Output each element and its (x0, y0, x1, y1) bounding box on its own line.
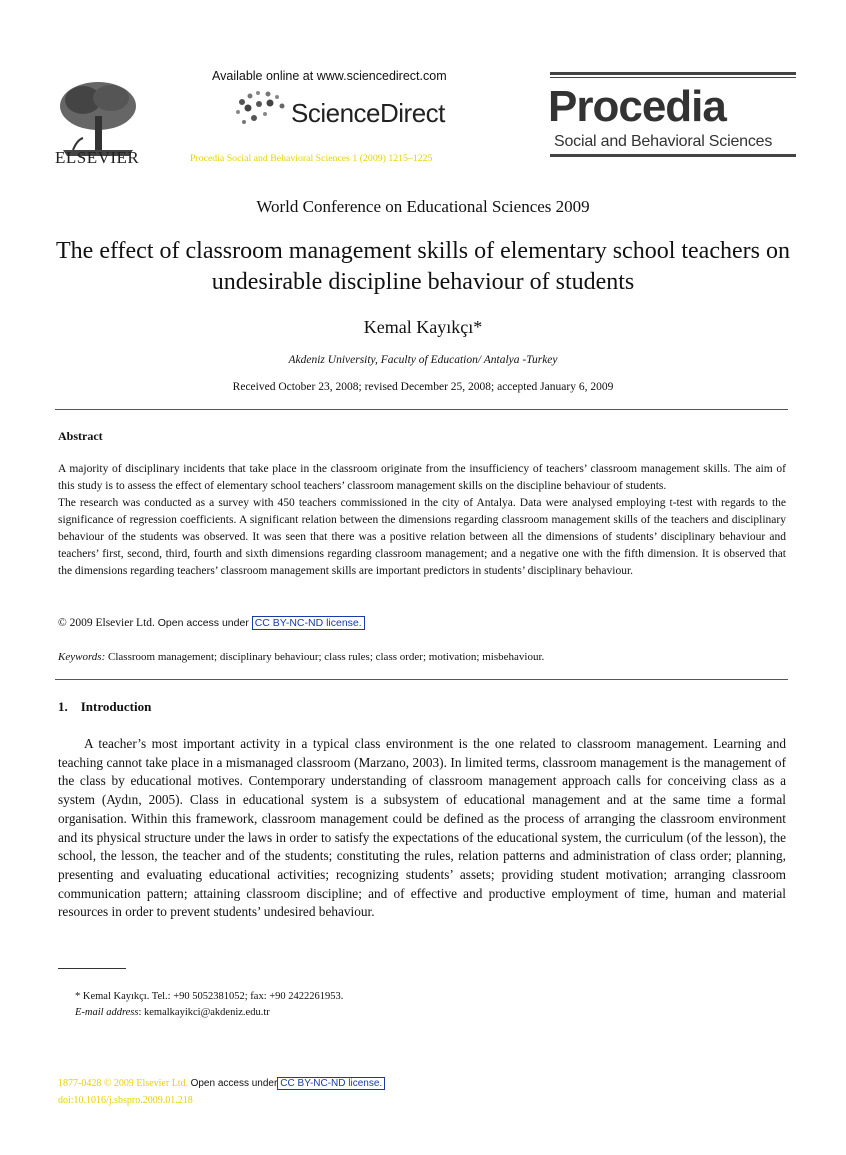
conference-name: World Conference on Educational Sciences 2009 (256, 197, 590, 216)
sciencedirect-wordmark: ScienceDirect (291, 98, 445, 128)
procedia-top-rule-thin (550, 77, 796, 78)
introduction-heading: 1. Introduction (58, 699, 152, 714)
author-affiliation: Akdeniz University, Faculty of Education/ Antalya -Turkey (288, 354, 558, 366)
introduction-paragraph: A teacher’s most important activity in a typical class environment is the one related to classroom management. Learning and teaching cannot take place in a mismanaged classroom (Marzano, 2003). In limited terms, classroom management is the management of the class by educational motives. Contemporary understanding of classroom management approach calls for conceiving class as a system (Aydın, 2005). Class in educational system is a subsystem of educational management and at the same time a formal organisation. Within this framework, classroom management could be defined as the process of arranging the classroom environment and its physical structure under the laws in order to satisfy the expectations of the educational system, the curriculum (of the lesson), the school, the lesson, the teacher and of the students; constituting the rules, relation patterns and administration of class order; planning, presenting and evaluating educational activities; recognizing students’ assets; providing student motivation; arranging classroom communication pattern; attaining classroom discipline; and of effective and productive employment of time, human and material resources in order to prevent students’ undesired behaviour. (58, 736, 786, 920)
open-access-text: Open access under (157, 617, 249, 629)
paper-title: The effect of classroom management skills of elementary school teachers on undesirable discipline behaviour of students (56, 238, 790, 295)
elsevier-wordmark: ELSEVIER (55, 148, 140, 167)
received-dates: Received October 23, 2008; revised December 25, 2008; accepted January 6, 2009 (232, 381, 614, 393)
footer-license-link[interactable]: CC BY-NC-ND license. (277, 1077, 385, 1090)
keywords-line (58, 651, 544, 663)
email-address: : kemalkayikci@akdeniz.edu.tr (138, 1007, 270, 1018)
keywords-label: Keywords: (58, 651, 106, 663)
procedia-subtitle: Social and Behavioral Sciences (554, 133, 773, 150)
corresponding-author-note: * Kemal Kayıkçı. Tel.: +90 5052381052; fax: +90 2422261953. (75, 991, 344, 1002)
footer-open-access-text: Open access under (190, 1078, 278, 1089)
copyright-line (58, 617, 365, 629)
keywords-text: Classroom management; disciplinary behaviour; class rules; class order; motivation; misbehaviour. (108, 651, 545, 663)
procedia-bottom-rule (550, 154, 796, 157)
journal-reference: Procedia Social and Behavioral Sciences 1 (2009) 1215–1225 (190, 153, 433, 164)
author-name: Kemal Kayıkçı* (363, 317, 483, 337)
available-online-text: Available online at www.sciencedirect.com (212, 69, 447, 83)
procedia-top-rule (550, 72, 796, 75)
divider-bottom (55, 679, 788, 680)
issn-text: 1877-0428 © 2009 Elsevier Ltd. (58, 1078, 189, 1089)
divider-top (55, 409, 788, 410)
abstract-heading: Abstract (58, 429, 103, 443)
abstract-paragraph-2: The research was conducted as a survey with 450 teachers commissioned in the city of Antalya. Data were analysed employing t-test with regards to the significance of regression coefficients. A significant relation between the dimensions regarding classroom management skills of the teachers and disciplinary behaviour of the students was observed. It was seen that there was a positive relation between all the dimensions of students’ disciplinary behaviour and teachers’ first, second, third, fourth and sixth dimensions regarding classroom management; and a negative one with the fifth dimension. It is observed that the dimensions regarding teachers’ classroom management skills are important predictors in students’ disciplinary behaviour. (58, 497, 786, 577)
abstract-body (58, 461, 786, 580)
abstract-paragraph-1: A majority of disciplinary incidents that take place in the classroom originate from the insufficiency of teachers’ classroom management skills. The aim of this study is to assess the effect of elementary school teachers’ classroom management skills on the discipline behaviour of students. (58, 463, 786, 492)
procedia-title: Procedia (548, 82, 726, 131)
doi-line[interactable]: doi:10.1016/j.sbspro.2009.01.218 (58, 1095, 193, 1106)
sciencedirect-dots-icon (232, 88, 290, 128)
email-line (75, 1007, 270, 1018)
copyright-text: © 2009 Elsevier Ltd. (58, 617, 155, 629)
footnote-rule (58, 968, 126, 969)
issn-line (58, 1078, 385, 1089)
email-label: E-mail address (75, 1007, 139, 1018)
license-link[interactable]: CC BY-NC-ND license. (252, 616, 365, 630)
